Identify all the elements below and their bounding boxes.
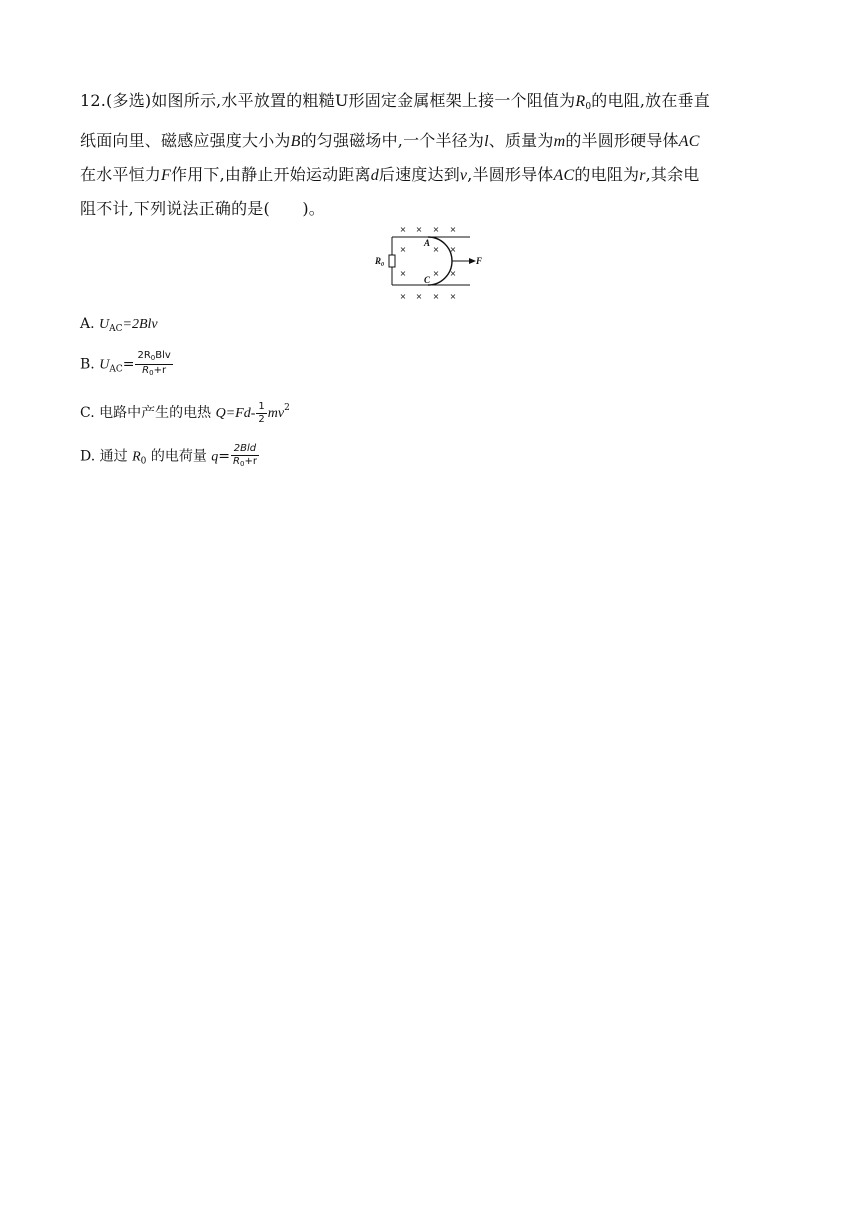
- circuit-diagram: [372, 222, 486, 304]
- cross-mark: ×: [415, 225, 423, 234]
- option-b[interactable]: B. $U_{AC}=$ $\frac{2R_0Blv}{R_0+r}$: [80, 350, 171, 377]
- cross-mark: ×: [399, 225, 407, 234]
- cross-mark: ×: [399, 292, 407, 301]
- cross-mark: ×: [432, 245, 440, 254]
- label-a: A: [424, 238, 431, 248]
- label-c: C: [424, 275, 431, 285]
- cross-mark: ×: [449, 245, 457, 254]
- fraction: $\frac{1}{2}$: [258, 400, 265, 425]
- option-d[interactable]: D. 通过 $R_0$ 的电荷量 q= $\frac{\text{2Bld}}{R_0+r}$: [80, 443, 257, 468]
- label-r0: R: [375, 256, 382, 266]
- cross-mark: ×: [432, 269, 440, 278]
- cross-mark: ×: [399, 245, 407, 254]
- cross-mark: ×: [432, 292, 440, 301]
- label-r0-sub: 0: [381, 262, 384, 268]
- fraction: $\frac{\text{2Bld}}{R_0+r}$: [233, 443, 257, 468]
- question-number: 12.(多选): [80, 91, 152, 110]
- resistor-r0: [389, 255, 395, 267]
- option-c[interactable]: C. 电路中产生的电热 Q=Fd- $\frac{1}{2}$ $mv^2$: [80, 400, 290, 425]
- option-a[interactable]: A. $U_{AC}=2Blv$: [80, 316, 158, 334]
- cross-mark: ×: [449, 269, 457, 278]
- cross-mark: ×: [449, 292, 457, 301]
- cross-mark: ×: [415, 292, 423, 301]
- cross-mark: ×: [399, 269, 407, 278]
- label-f: F: [476, 256, 483, 266]
- fraction: $\frac{2R_0Blv}{R_0+r}$: [137, 350, 171, 377]
- semicircle-conductor-ac: [428, 237, 452, 285]
- cross-mark: ×: [449, 225, 457, 234]
- question-stem: 12.(多选)如图所示,水平放置的粗糙U形固定金属框架上接一个阻值为$R_0$的电阻,放在垂直 纸面向里、磁感应强度大小为B的匀强磁场中,一个半径为l、质量为m的半圆形硬导体AC 在水平恒力F作用下,由静止开始运动距离d后速度达到v,半圆形导体AC的电阻为r,其余电 阻不计,下列说法正确的是( )。: [80, 91, 710, 218]
- cross-mark: ×: [432, 225, 440, 234]
- force-arrow-head: [469, 258, 476, 264]
